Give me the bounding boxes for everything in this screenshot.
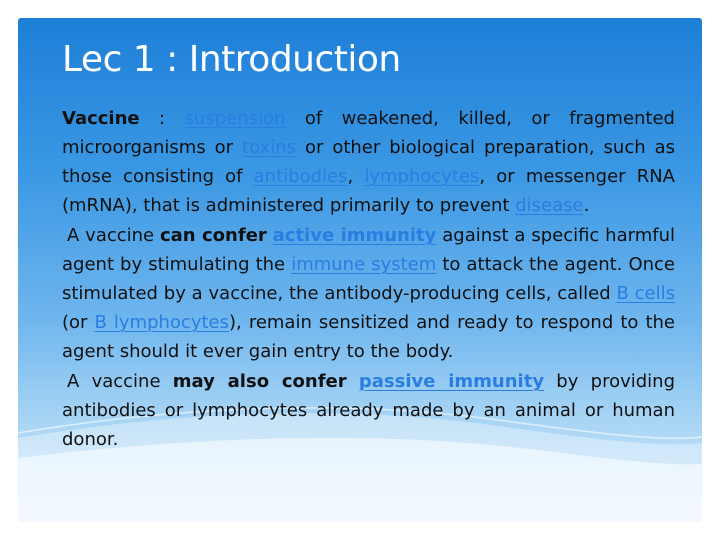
text: against a specific harmful agent by stimulating the xyxy=(62,225,675,275)
text: by providing antibodies or lymphocytes already made by an animal or human donor. xyxy=(62,371,675,450)
bold-can-confer: can confer xyxy=(159,225,267,246)
link-lymphocytes[interactable]: lymphocytes xyxy=(364,166,480,187)
link-b-lymphocytes[interactable]: B lymphocytes xyxy=(94,312,230,333)
text: to attack the agent. Once stimulated by a vaccine, the antibody-producing cells, called xyxy=(62,254,675,304)
text: , or messenger RNA (mRNA), that is administered primarily to prevent xyxy=(62,166,675,216)
link-b-cells[interactable]: B cells xyxy=(616,283,675,304)
link-disease[interactable]: disease xyxy=(515,195,584,216)
link-suspension[interactable]: suspension xyxy=(184,108,286,129)
text: , xyxy=(347,166,365,187)
text: : xyxy=(139,108,185,129)
text: or other biological preparation, such as those consisting of xyxy=(62,137,675,187)
paragraph-vaccine-definition xyxy=(62,104,675,220)
link-toxins[interactable]: toxins xyxy=(242,137,296,158)
text: (or xyxy=(62,312,95,333)
link-active-immunity[interactable]: active immunity xyxy=(272,225,437,246)
text: A vaccine xyxy=(67,371,173,392)
slide-title: Lec 1 : Introduction xyxy=(62,39,401,80)
text: . xyxy=(583,195,590,216)
link-antibodies[interactable]: antibodies xyxy=(253,166,348,187)
text xyxy=(347,371,359,392)
term-vaccine: Vaccine xyxy=(62,108,140,129)
link-passive-immunity[interactable]: passive immunity xyxy=(358,371,545,392)
bold-may-also-confer: may also confer xyxy=(172,371,347,392)
paragraph-passive-immunity xyxy=(62,367,675,454)
text: of weakened, killed, or fragmented microorganisms or xyxy=(62,108,675,158)
paragraph-active-immunity xyxy=(62,221,675,366)
link-immune-system[interactable]: immune system xyxy=(291,254,437,275)
text: ), remain sensitized and ready to respond to the agent should it ever gain entry to the body. xyxy=(62,312,675,362)
text: A vaccine xyxy=(67,225,160,246)
slide-body xyxy=(62,104,675,455)
